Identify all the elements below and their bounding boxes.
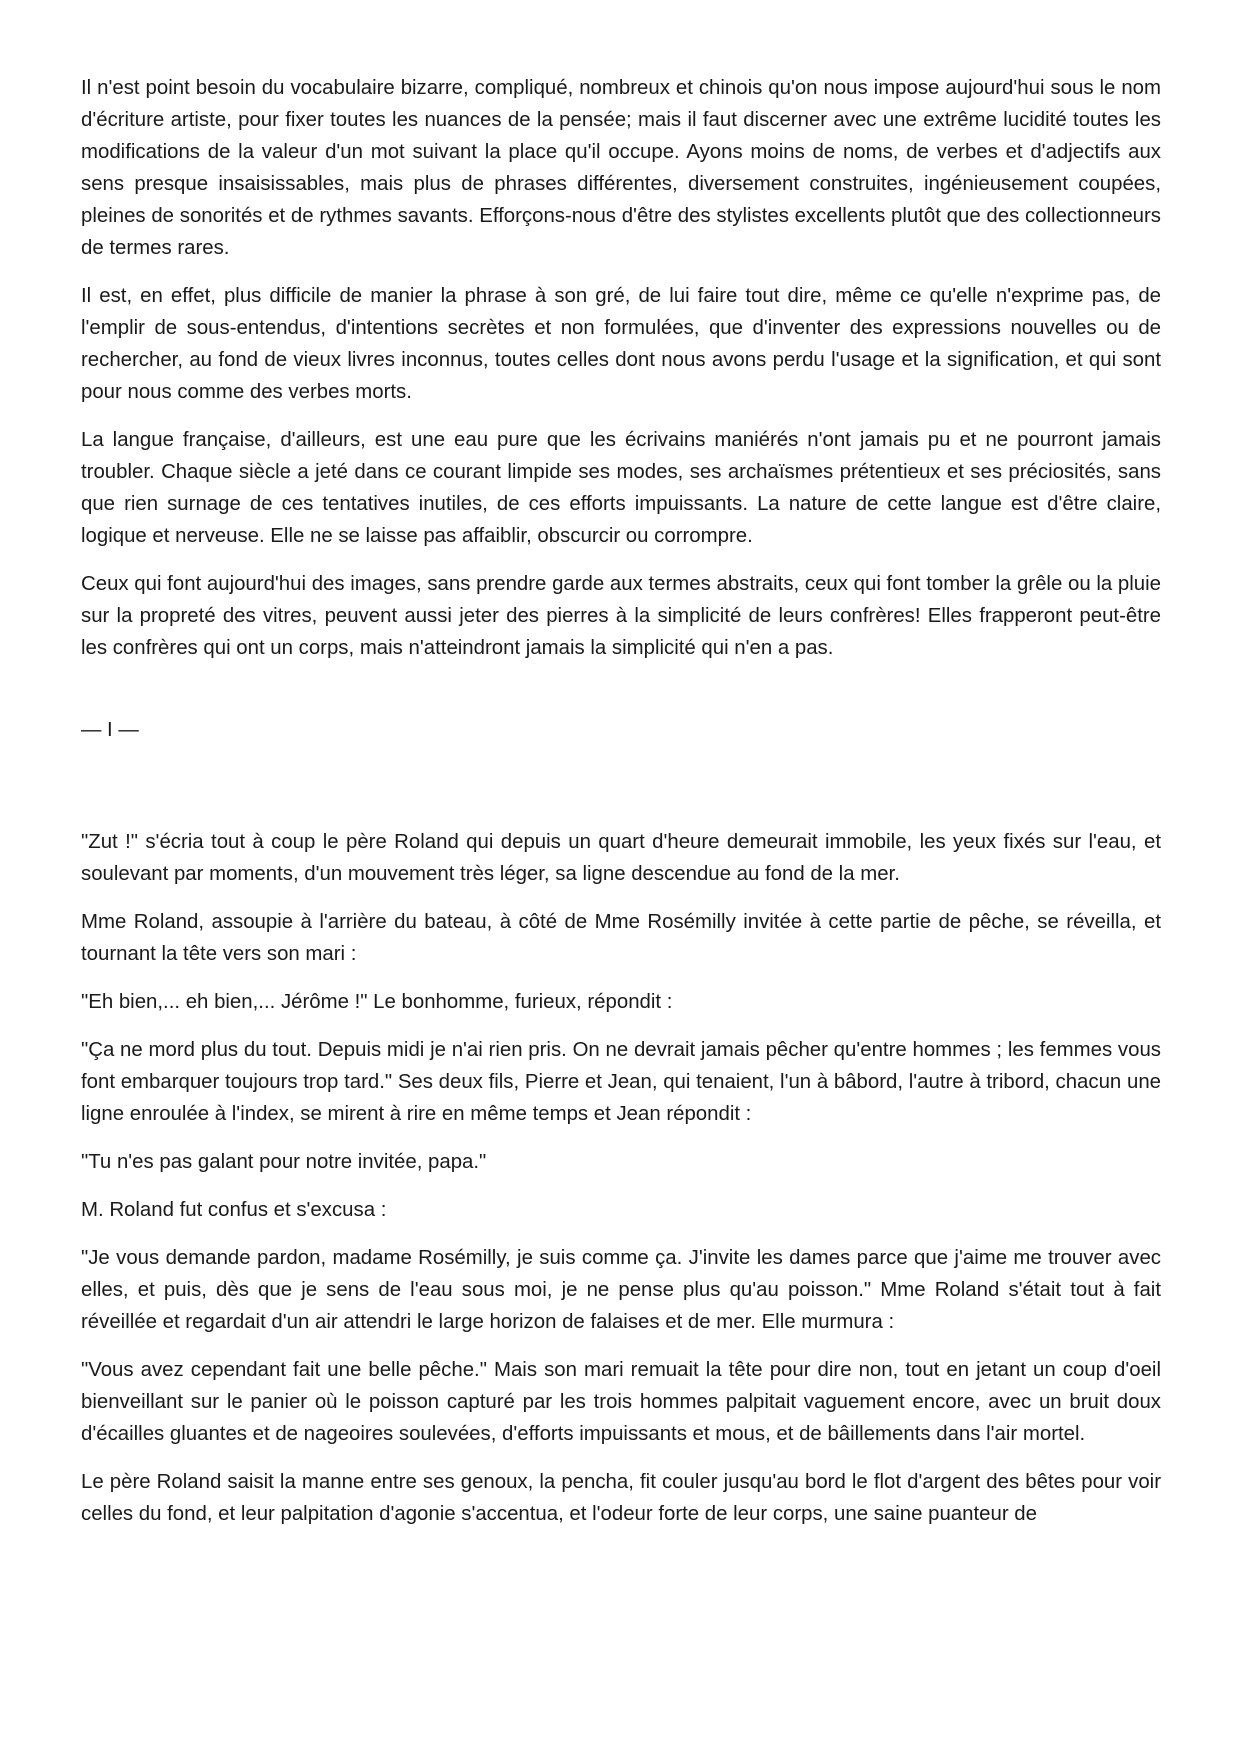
chapter-paragraph: "Zut !" s'écria tout à coup le père Roland qui depuis un quart d'heure demeurait immobile, les yeux fixés sur l'eau, et soulevant par moments, d'un mouvement très léger, sa ligne descendue au fond de la mer. — [81, 831, 1161, 885]
chapter-paragraph: "Je vous demande pardon, madame Rosémilly, je suis comme ça. J'invite les dames parce que j'aime me trouver avec elles, et puis, dès que je sens de l'eau sous moi, je ne pense plus qu'au poisson." Mme Roland s'était tout à fait réveillée et regardait d'un air attendri le large horizon de falaises et de mer. Elle murmura : — [81, 1247, 1161, 1333]
chapter-paragraph: "Vous avez cependant fait une belle pêche." Mais son mari remuait la tête pour dire non, tout en jetant un coup d'oeil bienveillant sur le panier où le poisson capturé par les trois hommes palpitait vaguement encore, avec un bruit doux d'écailles gluantes et de nageoires soulevées, d'efforts impuissants et mous, et de bâillements dans l'air mortel. — [81, 1359, 1161, 1445]
chapter-paragraph: Le père Roland saisit la manne entre ses genoux, la pencha, fit couler jusqu'au bord le flot d'argent des bêtes pour voir celles du fond, et leur palpitation d'agonie s'accentua, et l'odeur forte de leur corps, une saine puanteur de — [81, 1471, 1161, 1525]
preface-paragraph: Ceux qui font aujourd'hui des images, sans prendre garde aux termes abstraits, ceux qui font tomber la grêle ou la pluie sur la propreté des vitres, peuvent aussi jeter des pierres à la simplicité de leurs confrères! Elles frapperont peut-être les confrères qui ont un corps, mais n'atteindront jamais la simplicité qui n'en a pas. — [81, 573, 1161, 659]
chapter-paragraph: "Eh bien,... eh bien,... Jérôme !" Le bonhomme, furieux, répondit : — [81, 991, 673, 1013]
preface-paragraph: La langue française, d'ailleurs, est une eau pure que les écrivains maniérés n'ont jamais pu et ne pourront jamais troubler. Chaque siècle a jeté dans ce courant limpide ses modes, ses archaïsmes prétentieux et ses préciosités, sans que rien surnage de ces tentatives inutiles, de ces efforts impuissants. La nature de cette langue est d'être claire, logique et nerveuse. Elle ne se laisse pas affaiblir, obscurcir ou corrompre. — [81, 429, 1161, 547]
chapter-paragraph: "Ça ne mord plus du tout. Depuis midi je n'ai rien pris. On ne devrait jamais pêcher qu'entre hommes ; les femmes vous font embarquer toujours trop tard." Ses deux fils, Pierre et Jean, qui tenaient, l'un à bâbord, l'autre à tribord, chacun une ligne enroulée à l'index, se mirent à rire en même temps et Jean répondit : — [81, 1039, 1161, 1125]
preface-paragraph: Il est, en effet, plus difficile de manier la phrase à son gré, de lui faire tout dire, même ce qu'elle n'exprime pas, de l'emplir de sous-entendus, d'intentions secrètes et non formulées, que d'inventer des expressions nouvelles ou de rechercher, au fond de vieux livres inconnus, toutes celles dont nous avons perdu l'usage et la signification, et qui sont pour nous comme des verbes morts. — [81, 285, 1161, 403]
chapter-paragraph: Mme Roland, assoupie à l'arrière du bateau, à côté de Mme Rosémilly invitée à cette partie de pêche, se réveilla, et tournant la tête vers son mari : — [81, 911, 1161, 965]
chapter-marker: — I — — [81, 719, 139, 741]
chapter-spacer — [81, 746, 1161, 826]
preface-section — [81, 72, 1161, 664]
document-page — [81, 72, 1161, 1546]
chapter-section — [81, 826, 1161, 1530]
chapter-paragraph: "Tu n'es pas galant pour notre invitée, papa." — [81, 1151, 487, 1173]
chapter-paragraph: M. Roland fut confus et s'excusa : — [81, 1199, 387, 1221]
preface-paragraph: Il n'est point besoin du vocabulaire bizarre, compliqué, nombreux et chinois qu'on nous impose aujourd'hui sous le nom d'écriture artiste, pour fixer toutes les nuances de la pensée; mais il faut discerner avec une extrême lucidité toutes les modifications de la valeur d'un mot suivant la place qu'il occupe. Ayons moins de noms, de verbes et d'adjectifs aux sens presque insaisissables, mais plus de phrases différentes, diversement construites, ingénieusement coupées, pleines de sonorités et de rythmes savants. Efforçons-nous d'être des stylistes excellents plutôt que des collectionneurs de termes rares. — [81, 77, 1161, 259]
